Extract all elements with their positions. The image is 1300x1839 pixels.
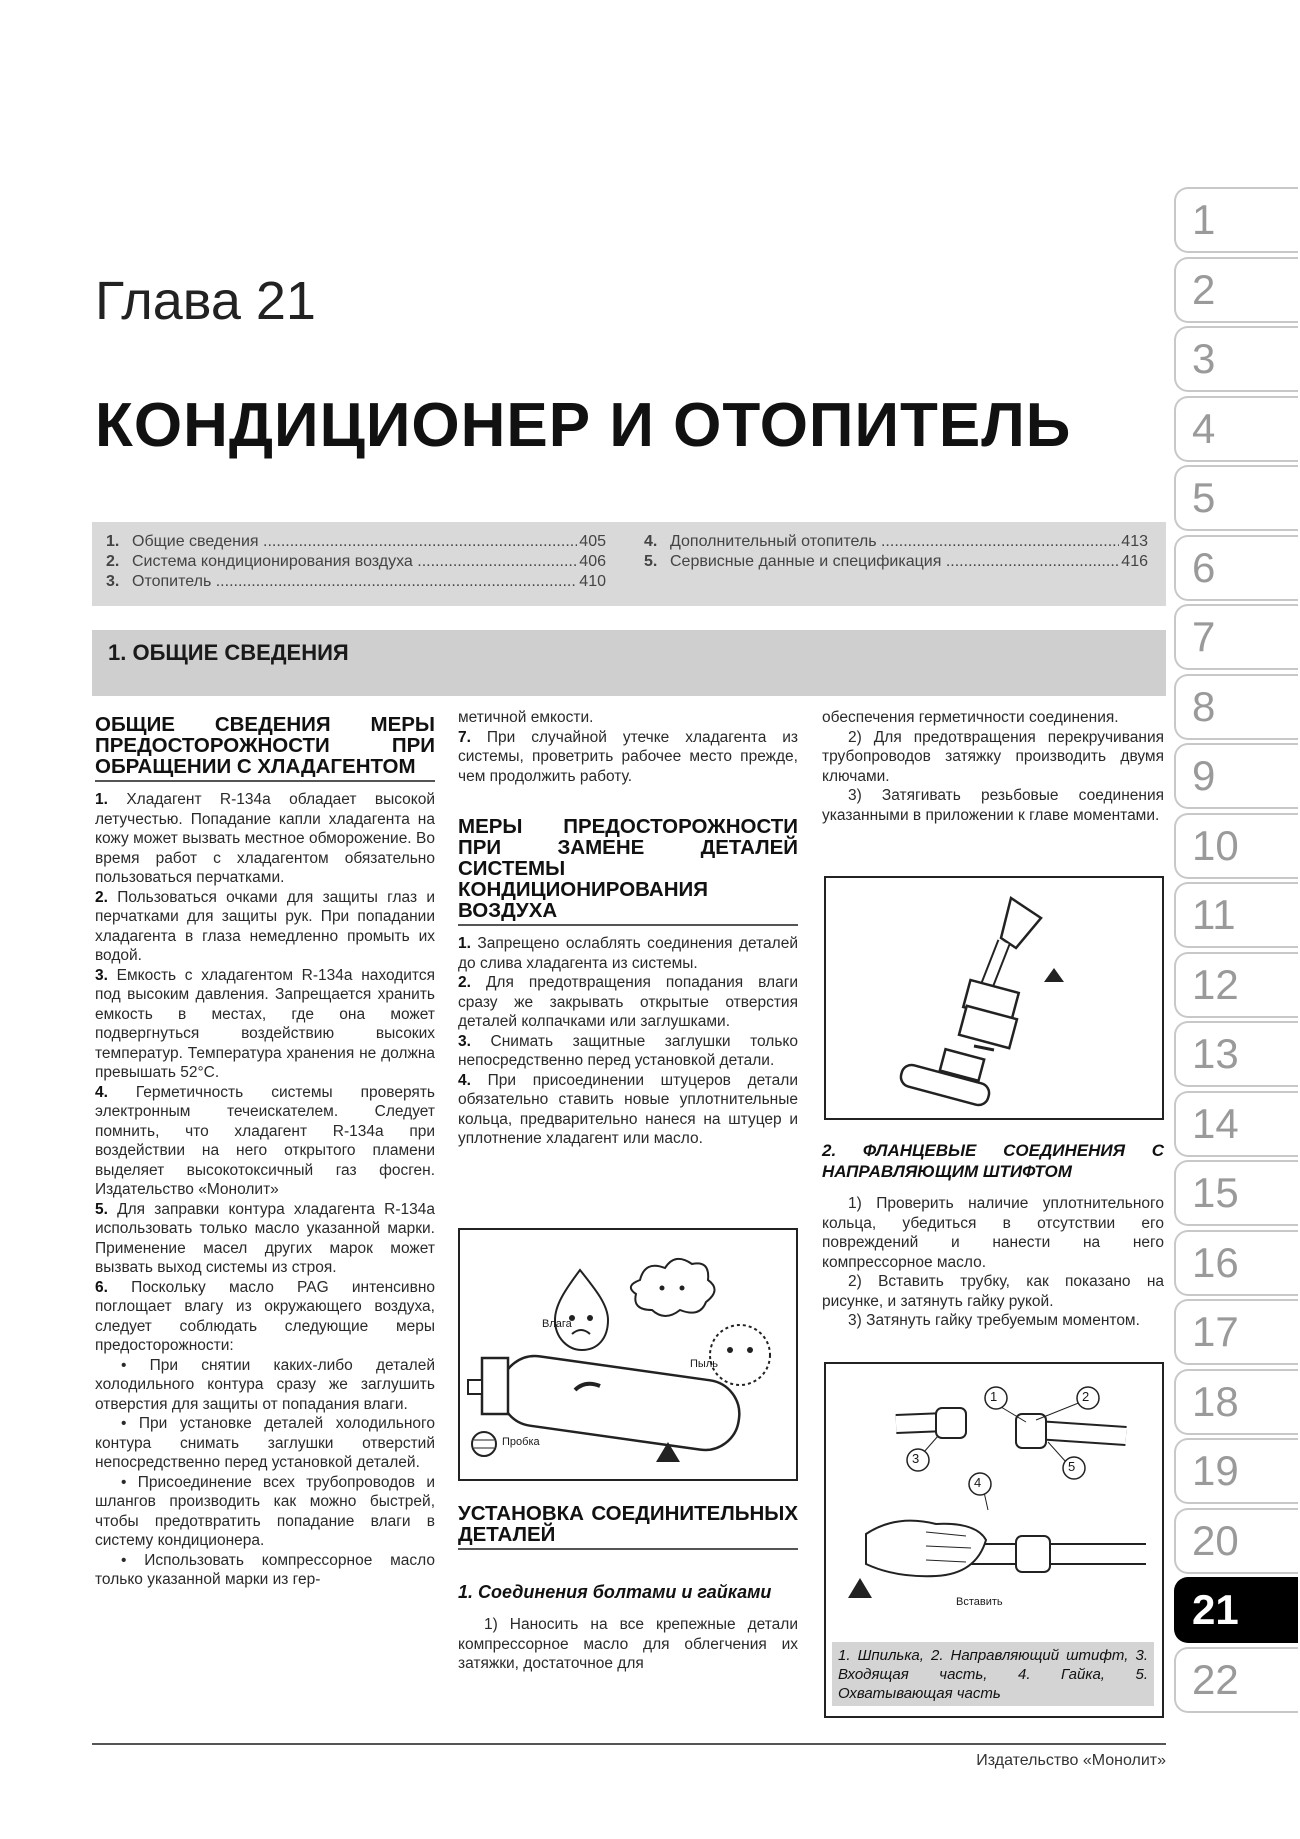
bullet-item: • При установке деталей холодильного контура снимать заглушки отверстий непосредственно перед установкой деталей. (95, 1415, 435, 1471)
col2-heading: МЕРЫ ПРЕДОСТОРОЖНОСТИ ПРИ ЗАМЕНЕ ДЕТАЛЕЙ СИСТЕМЫ КОНДИЦИОНИРОВАНИЯ ВОЗДУХА (458, 816, 798, 926)
column-2 (458, 708, 798, 1149)
chapter-title: КОНДИЦИОНЕР И ОТОПИТЕЛЬ (95, 391, 1072, 460)
label-dust: Пыль (690, 1358, 718, 1370)
figure-receiver-drier (458, 1228, 798, 1481)
toc-row[interactable]: 1. Общие сведения ..... 405 (106, 532, 606, 552)
table-of-contents (92, 522, 1166, 606)
column-1 (95, 714, 435, 1590)
bullet-item: • Присоединение всех трубопроводов и шлангов производить как можно быстрей, чтобы предотвратить попадание влаги в систему кондиционера. (95, 1473, 435, 1549)
toc-row[interactable]: 4. Дополнительный отопитель ..... 413 (644, 532, 1148, 552)
label-moisture: Влага (542, 1318, 572, 1330)
column-2-lower (458, 1503, 798, 1674)
col3-p3: 3) Затягивать резьбовые соединения указанными в приложении к главе моментами. (822, 787, 1164, 824)
section-title: 1. ОБЩИЕ СВЕДЕНИЯ (108, 640, 349, 665)
chapter-label: Глава 21 (95, 271, 316, 331)
chapter-tab-16[interactable]: 16 (1174, 1230, 1298, 1296)
chapter-tab-18[interactable]: 18 (1174, 1369, 1298, 1435)
col2-top-text: метичной емкости. (458, 709, 594, 726)
chapter-tab-11[interactable]: 11 (1174, 882, 1298, 948)
list-item: 3. Емкость с хладагентом R-134a находится под высоким давления. Запрещается хранить емкость в местах, где она может подвергнуться воздействию высоких температур. Температура хранения не должна превышать 52°C. (95, 966, 436, 1081)
chapter-tab-19[interactable]: 19 (1174, 1438, 1298, 1504)
chapter-tab-10[interactable]: 10 (1174, 813, 1298, 879)
chapter-tab-20[interactable]: 20 (1174, 1508, 1298, 1574)
callout-markers (826, 1364, 1162, 1634)
chapter-tab-22[interactable]: 22 (1174, 1647, 1298, 1713)
label-plug: Пробка (502, 1436, 540, 1448)
callout-label-3: 3 (912, 1451, 920, 1466)
col2-subheading: 1. Соединения болтами и гайками (458, 1582, 772, 1602)
col3-subheading: 2. ФЛАНЦЕВЫЕ СОЕДИНЕНИЯ С НАПРАВЛЯЮЩИМ ШТИФТОМ (822, 1141, 1164, 1181)
figure-caption: 1. Шпилька, 2. Направляющий штифт, 3. Входящая часть, 4. Гайка, 5. Охватывающая часть (832, 1642, 1154, 1706)
fitting-illustration (826, 878, 1162, 1118)
list-item: 2. Для предотвращения попадания влаги сразу же закрывать открытые отверстия деталей колпачками или заглушками. (458, 974, 799, 1030)
callout-label-4: 4 (974, 1475, 982, 1490)
chapter-tab-8[interactable]: 8 (1174, 674, 1298, 740)
col2-heading-2: УСТАНОВКА СОЕДИНИТЕЛЬНЫХ ДЕТАЛЕЙ (458, 1503, 798, 1550)
list-item: 6. Поскольку масло PAG интенсивно поглощает влагу из окружающего воздуха, следует соблюдать следующие меры предосторожности: (95, 1278, 435, 1354)
col3-s2p3: 3) Затянуть гайку требуемым моментом. (848, 1312, 1140, 1329)
footer-rule (92, 1743, 1166, 1745)
col3-s2p2: 2) Вставить трубку, как показано на рисунке, и затянуть гайку рукой. (822, 1273, 1164, 1310)
col2-item-7: 7. При случайной утечке хладагента из системы, проветрить рабочее место прежде, чем продолжить работу. (458, 728, 798, 785)
col3-s2p1: 1) Проверить наличие уплотнительного кольца, убедиться в отсутствии его повреждений и нанести на него компрессорное масло. (822, 1195, 1164, 1271)
col3-p2: 2) Для предотвращения перекручивания трубопроводов затяжку производить двумя ключами. (822, 728, 1164, 785)
figure-flange-connection (824, 1362, 1164, 1718)
list-item: 5. Для заправки контура хладагента R-134a использовать только масло указанной марки. Применение масел других марок может вызвать выход системы из строя. (95, 1200, 435, 1276)
column-3 (822, 708, 1164, 825)
callout-label-2: 2 (1082, 1389, 1090, 1404)
list-item: 3. Снимать защитные заглушки только непосредственно перед установкой детали. (458, 1032, 798, 1069)
chapter-tab-1[interactable]: 1 (1174, 187, 1298, 253)
list-item: 1. Хладагент R-134a обладает высокой летучестью. Попадание капли хладагента на кожу может вызвать местное обморожение. Во время работ с хладагентом обязательно пользоваться перчатками. (95, 791, 435, 886)
chapter-tab-13[interactable]: 13 (1174, 1021, 1298, 1087)
chapter-tab-5[interactable]: 5 (1174, 465, 1298, 531)
col1-heading: ОБЩИЕ СВЕДЕНИЯ МЕРЫ ПРЕДОСТОРОЖНОСТИ ПРИ ОБРАЩЕНИИ С ХЛАДАГЕНТОМ (95, 714, 435, 782)
chapter-tab-9[interactable]: 9 (1174, 743, 1298, 809)
list-item: 4. При присоединении штуцеров детали обязательно ставить новые уплотнительные кольца, предварительно нанеся на штуцер и уплотнение хладагент или масло. (458, 1071, 798, 1147)
column-3-mid (822, 1140, 1164, 1331)
chapter-tab-14[interactable]: 14 (1174, 1091, 1298, 1157)
chapter-tab-17[interactable]: 17 (1174, 1299, 1298, 1365)
toc-right (644, 532, 1148, 572)
list-item: 4. Герметичность системы проверять электронным течеискателем. Следует помнить, что хладагент R-134a при воздействии на него открытого пламени выделяет высокотоксичный газ фосген. Издательство «Монолит» (95, 1083, 435, 1198)
chapter-tab-15[interactable]: 15 (1174, 1160, 1298, 1226)
chapter-tab-6[interactable]: 6 (1174, 535, 1298, 601)
bullet-item: • При снятии каких-либо деталей холодильного контура сразу же заглушить отверстия для защиты от попадания влаги. (95, 1356, 435, 1413)
callout-label-5: 5 (1068, 1459, 1076, 1474)
list-item: 1. Запрещено ослаблять соединения деталей до слива хладагента из системы. (458, 935, 798, 972)
list-item: 2. Пользоваться очками для защиты глаз и перчатками для защиты рук. При попадании хладагента в глаза немедленно промыть их водой. (95, 888, 435, 964)
col2-sub1-text: 1) Наносить на все крепежные детали компрессорное масло для облегчения их затяжки, достаточное для (458, 1616, 798, 1672)
toc-row[interactable]: 2. Система кондиционирования воздуха ..... 406 (106, 552, 606, 572)
chapter-tabs (1174, 187, 1298, 1716)
label-insert: Вставить (956, 1596, 1003, 1608)
section-band (92, 630, 1166, 696)
col3-top-text: обеспечения герметичности соединения. (822, 709, 1119, 726)
chapter-tab-3[interactable]: 3 (1174, 326, 1298, 392)
callout-label-1: 1 (990, 1389, 998, 1404)
bullet-item: • Использовать компрессорное масло только указанной марки из гер- (95, 1551, 435, 1588)
toc-left (106, 532, 606, 592)
figure-fitting (824, 876, 1164, 1120)
chapter-tab-4[interactable]: 4 (1174, 396, 1298, 462)
chapter-tab-2[interactable]: 2 (1174, 257, 1298, 323)
chapter-tab-7[interactable]: 7 (1174, 604, 1298, 670)
chapter-tab-21[interactable]: 21 (1174, 1577, 1298, 1643)
toc-row[interactable]: 3. Отопитель ..... 410 (106, 572, 606, 592)
toc-row[interactable]: 5. Сервисные данные и спецификация ..... 416 (644, 552, 1148, 572)
chapter-tab-12[interactable]: 12 (1174, 952, 1298, 1018)
publisher-footer: Издательство «Монолит» (976, 1752, 1166, 1769)
